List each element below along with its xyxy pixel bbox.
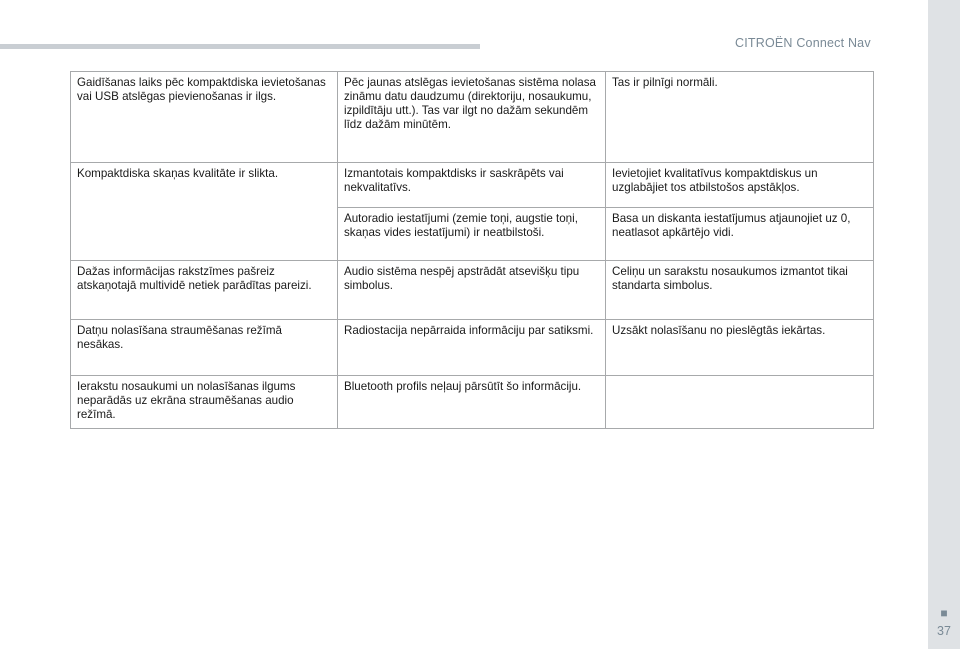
table-row — [71, 376, 874, 429]
troubleshooting-table — [70, 71, 874, 429]
side-margin-strip — [928, 0, 960, 649]
solution-cell: Uzsākt nolasīšanu no pieslēgtās iekārtas. — [606, 320, 874, 376]
page-marker: ■ — [940, 606, 948, 620]
header-rule — [0, 44, 480, 49]
cause-cell: Radiostacija nepārraida informāciju par satiksmi. — [338, 320, 606, 376]
cause-cell: Izmantotais kompaktdisks ir saskrāpēts vai nekvalitatīvs. — [338, 163, 606, 208]
question-cell: Ierakstu nosaukumi un nolasīšanas ilgums neparādās uz ekrāna straumēšanas audio režīmā. — [71, 376, 338, 429]
table-row — [71, 320, 874, 376]
solution-cell: Basa un diskanta iestatījumus atjaunojiet uz 0, neatlasot apkārtējo vidi. — [606, 208, 874, 261]
cause-cell: Pēc jaunas atslēgas ievietošanas sistēma nolasa zināmu datu daudzumu (direktoriju, nosaukumu, izpildītāju utt.). Tas var ilgt no dažām sekundēm līdz dažām minūtēm. — [338, 72, 606, 163]
solution-cell: Celiņu un sarakstu nosaukumos izmantot tikai standarta simbolus. — [606, 261, 874, 320]
brand-title: CITROËN Connect Nav — [735, 36, 871, 50]
question-cell: Gaidīšanas laiks pēc kompaktdiska ievietošanas vai USB atslēgas pievienošanas ir ilgs. — [71, 72, 338, 163]
cause-cell: Bluetooth profils neļauj pārsūtīt šo informāciju. — [338, 376, 606, 429]
table-row — [71, 261, 874, 320]
solution-cell: Tas ir pilnīgi normāli. — [606, 72, 874, 163]
table-row — [71, 163, 874, 208]
cause-cell: Autoradio iestatījumi (zemie toņi, augstie toņi, skaņas vides iestatījumi) ir neatbilstoši. — [338, 208, 606, 261]
question-cell: Datņu nolasīšana straumēšanas režīmā nesākas. — [71, 320, 338, 376]
page-number: 37 — [937, 624, 951, 638]
table-row — [71, 72, 874, 163]
cause-cell: Audio sistēma nespēj apstrādāt atsevišķu tipu simbolus. — [338, 261, 606, 320]
solution-cell — [606, 376, 874, 429]
question-cell: Dažas informācijas rakstzīmes pašreiz atskaņotajā multividē netiek parādītas pareizi. — [71, 261, 338, 320]
solution-cell: Ievietojiet kvalitatīvus kompaktdiskus un uzglabājiet tos atbilstošos apstākļos. — [606, 163, 874, 208]
question-cell: Kompaktdiska skaņas kvalitāte ir slikta. — [71, 163, 338, 261]
